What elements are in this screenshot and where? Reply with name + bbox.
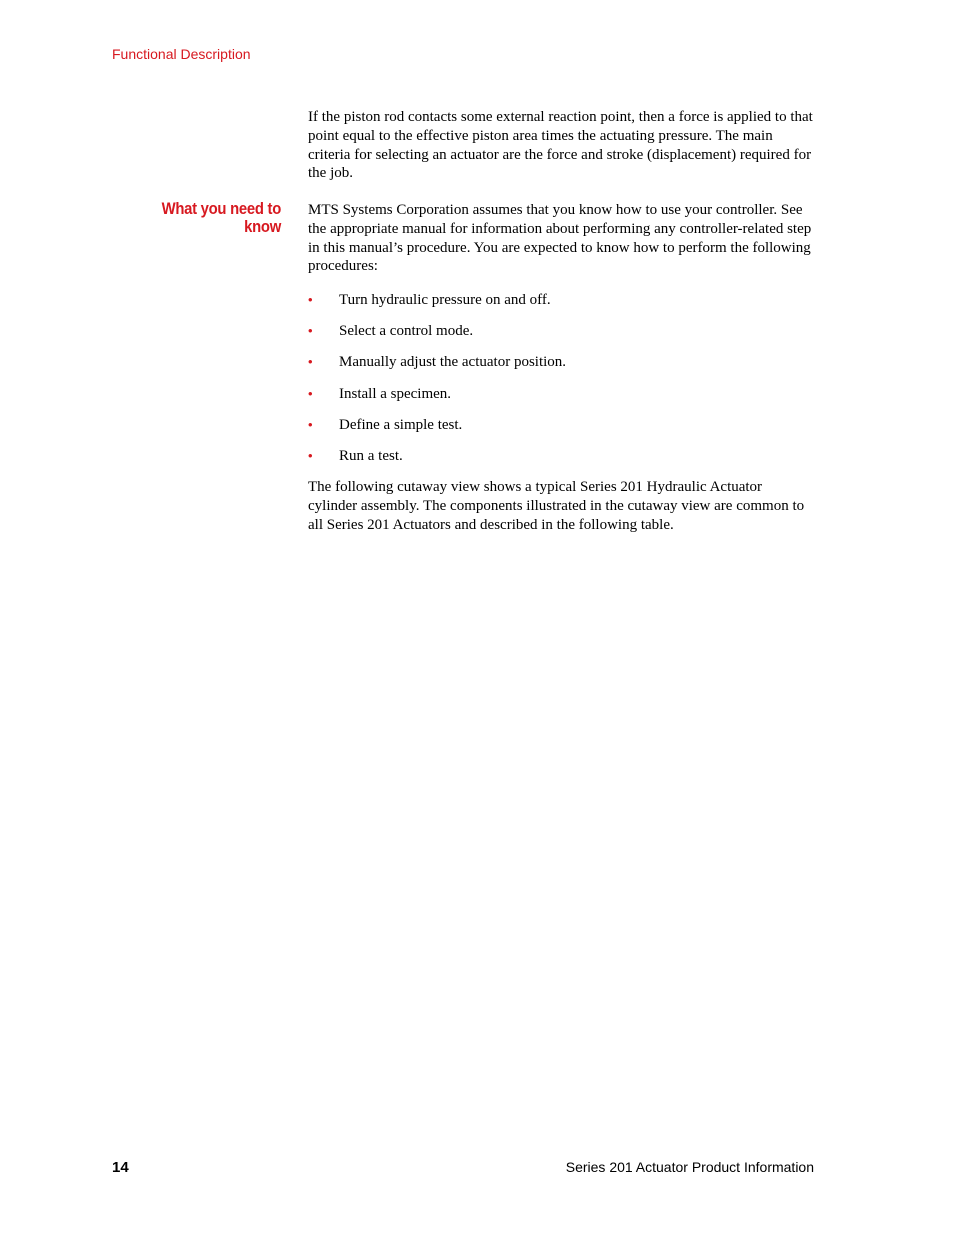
- know-paragraph: MTS Systems Corporation assumes that you know how to use your controller. See the appropriate manual for information about performing any controller-related step in this manual’s procedure. You are expected to know how to perform the following procedures:: [308, 202, 812, 275]
- section-heading-line-1: What you need to: [161, 200, 281, 218]
- list-item-text: Manually adjust the actuator position.: [339, 354, 567, 371]
- section-heading: [136, 200, 281, 236]
- list-item-text: Turn hydraulic pressure on and off.: [339, 292, 551, 308]
- running-header: Functional Description: [112, 46, 251, 62]
- intro-paragraph: If the piston rod contacts some external reaction point, then a force is applied to that point equal to the effective piston area times the actuating pressure. The main criteria for selecting an actuator are the force and stroke (displacement) required for the job.: [308, 109, 813, 182]
- list-item: [308, 322, 814, 341]
- list-item-text: Install a specimen.: [339, 385, 452, 402]
- bullet-icon: •: [308, 354, 313, 370]
- list-item: [308, 447, 814, 466]
- bullet-icon: •: [308, 323, 313, 339]
- list-item: [308, 416, 814, 435]
- bullet-icon: •: [308, 447, 313, 463]
- procedure-list: [308, 291, 814, 478]
- list-item: [308, 385, 814, 404]
- section-heading-line-2: know: [244, 218, 281, 236]
- bullet-icon: •: [308, 292, 313, 307]
- list-item-text: Run a test.: [339, 447, 403, 464]
- closing-paragraph: The following cutaway view shows a typical Series 201 Hydraulic Actuator cylinder assembly. The components illustrated in the cutaway view are common to all Series 201 Actuators and described in the following table.: [308, 479, 805, 533]
- document-title: Series 201 Actuator Product Information: [565, 1159, 814, 1175]
- list-item: [308, 353, 814, 372]
- page-number: 14: [112, 1159, 129, 1176]
- list-item: [308, 291, 814, 310]
- list-item-text: Select a control mode.: [339, 323, 474, 340]
- bullet-icon: •: [308, 416, 313, 432]
- bullet-icon: •: [308, 385, 313, 401]
- list-item-text: Define a simple test.: [339, 416, 463, 433]
